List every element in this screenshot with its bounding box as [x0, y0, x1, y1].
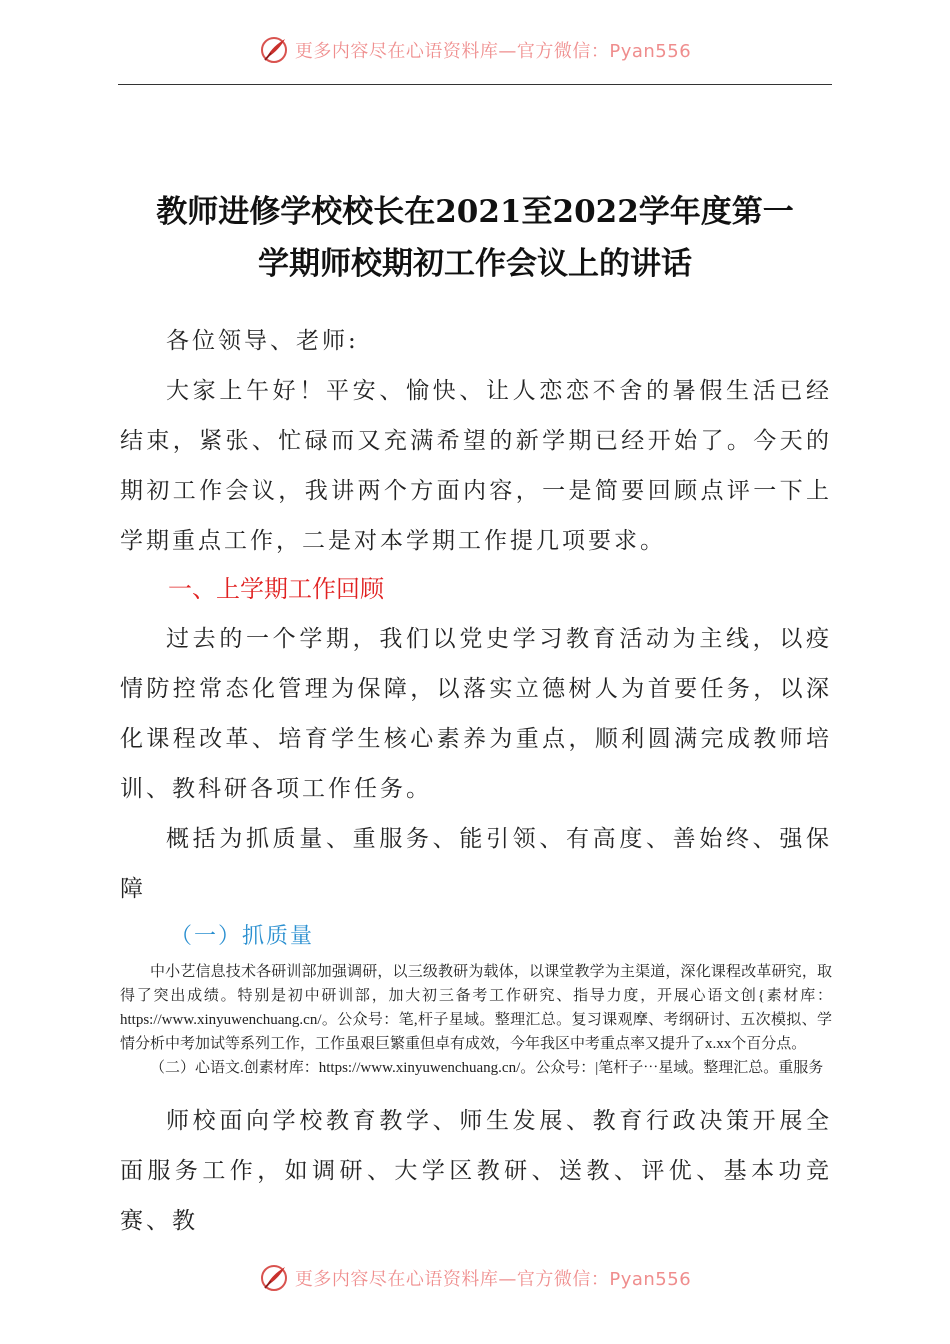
section-heading-1: 一、上学期工作回顾 [168, 575, 384, 603]
paragraph-service: 师校面向学校教育教学、师生发展、教育行政决策开展全面服务工作，如调研、大学区教研、送教、评优、基本功竞赛、教 [120, 1108, 832, 1234]
footer-banner-text: 更多内容尽在心语资料库—官方微信：Pyan556 [294, 1269, 692, 1290]
header-banner-text: 更多内容尽在心语资料库—官方微信：Pyan556 [294, 41, 692, 62]
salutation: 各位领导、老师: [166, 328, 359, 354]
paragraph-review: 过去的一个学期，我们以党史学习教育活动为主线，以疫情防控常态化管理为保障，以落实立德树人为首要任务，以深化课程改革、培育学生核心素养为重点，顺利圆满完成教师培训、教科研各项工作任务。 [120, 626, 832, 802]
document-body [120, 316, 832, 1246]
paragraph-summary: 概括为抓质量、重服务、能引领、有高度、善始终、强保障 [120, 826, 832, 902]
header-banner [0, 30, 950, 70]
feather-pen-logo-icon [259, 35, 289, 65]
title-line-2: 学期师校期初工作会议上的讲话 [258, 246, 692, 282]
page-title [100, 186, 850, 290]
subheading-quality: （一）抓质量 [170, 924, 315, 949]
small-paragraph-quality: 中小艺信息技术各研训部加强调研，以三级教研为载体，以课堂教学为主渠道，深化课程改革研究，取得了突出成绩。特别是初中研训部，加大初三备考工作研究、指导力度，开展心语文创{素材库：https://www.xinyuwenchuang.cn/。公众号：笔,杆子星域。整理汇总。复习课观摩、考纲研讨、五次模拟、学情分析中考加试等系列工作，工作虽艰巨繁重但卓有成效，今年我区中考重点率又提升了x.xx个百分点。 [120, 964, 832, 1052]
title-line-1: 教师进修学校校长在2021至2022学年度第一 [156, 194, 794, 230]
paragraph-opening: 大家上午好！平安、愉快、让人恋恋不舍的暑假生活已经结束，紧张、忙碌而又充满希望的新学期已经开始了。今天的期初工作会议，我讲两个方面内容，一是简要回顾点评一下上学期重点工作，二是对本学期工作提几项要求。 [120, 378, 832, 554]
footer-banner [0, 1258, 950, 1298]
header-divider [118, 84, 832, 85]
small-paragraph-service: （二）心语文.创素材库：https://www.xinyuwenchuang.cn/。公众号：|笔杆子⋯星域。整理汇总。重服务 [150, 1060, 824, 1076]
feather-pen-logo-icon [259, 1263, 289, 1293]
